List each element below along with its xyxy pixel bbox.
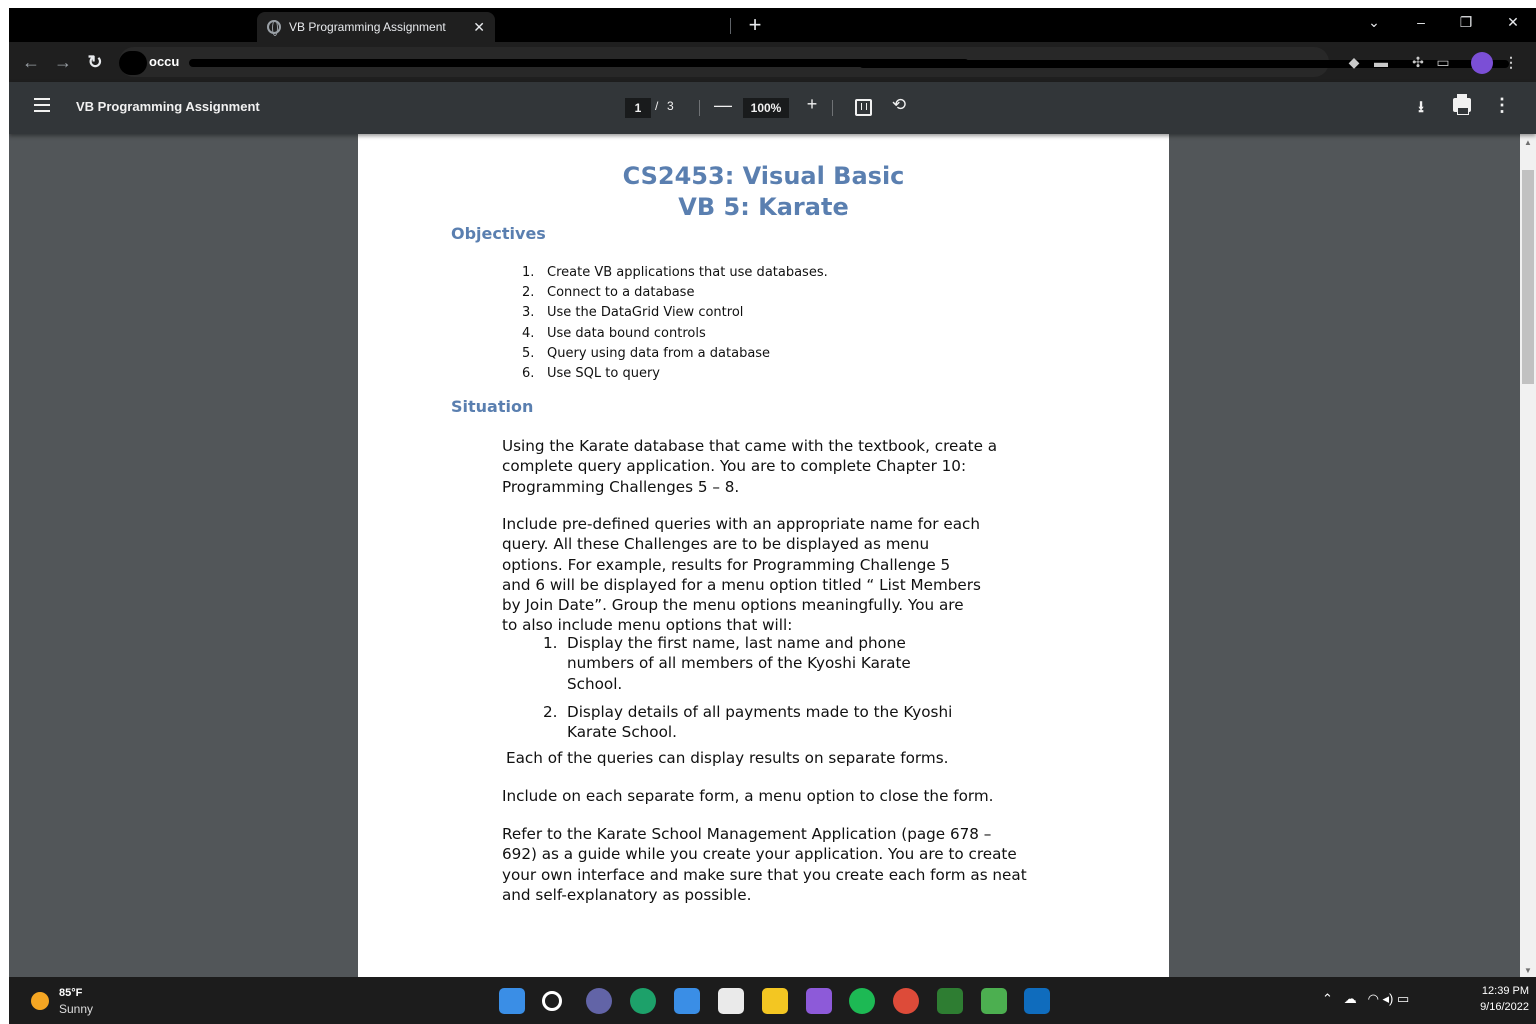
redaction-mark bbox=[119, 51, 147, 75]
scroll-down-icon[interactable]: ▼ bbox=[1524, 966, 1532, 975]
tab-strip bbox=[9, 8, 1536, 42]
zoom-out-button[interactable]: — bbox=[714, 95, 732, 115]
scroll-up-icon[interactable]: ▲ bbox=[1524, 138, 1532, 147]
file-explorer-icon[interactable] bbox=[762, 988, 788, 1014]
toolbar-divider bbox=[699, 100, 700, 116]
mail-icon[interactable] bbox=[674, 988, 700, 1014]
close-window-button[interactable]: ✕ bbox=[1507, 14, 1519, 30]
objectives-list bbox=[522, 263, 828, 384]
sub-list-item: 2. Display details of all payments made to the Kyoshi Karate School. bbox=[543, 703, 953, 742]
list-item: 1. Create VB applications that use databases. bbox=[522, 265, 828, 280]
paragraph: Include on each separate form, a menu option to close the form. bbox=[502, 787, 994, 805]
side-panel-icon[interactable]: ▭ bbox=[1436, 54, 1450, 70]
scrollbar[interactable] bbox=[1520, 134, 1536, 977]
start-icon[interactable] bbox=[499, 988, 525, 1014]
pdf-page bbox=[358, 134, 1169, 977]
back-icon[interactable]: ← bbox=[22, 52, 40, 72]
reload-icon[interactable]: ↻ bbox=[87, 52, 103, 72]
url-text: occu bbox=[149, 54, 180, 69]
page-number-input[interactable]: 1 bbox=[625, 98, 651, 118]
tab-close-button[interactable]: ✕ bbox=[473, 18, 485, 35]
app-icon[interactable] bbox=[981, 988, 1007, 1014]
document-subtitle: VB 5: Karate bbox=[678, 193, 849, 221]
page-separator: / bbox=[655, 99, 659, 113]
taskbar bbox=[9, 977, 1536, 1024]
edge-icon[interactable] bbox=[630, 988, 656, 1014]
sun-icon[interactable] bbox=[31, 992, 49, 1010]
pdf-toolbar bbox=[9, 82, 1536, 134]
weather-description[interactable]: Sunny bbox=[59, 1002, 94, 1016]
visual-studio-icon[interactable] bbox=[806, 988, 832, 1014]
page-total: 3 bbox=[667, 99, 674, 113]
clock-time[interactable]: 12:39 PM bbox=[1481, 985, 1529, 997]
sub-list-item: 1. Display the first name, last name and phone numbers of all members of the Kyoshi Karate School. bbox=[543, 634, 911, 693]
app-icon[interactable] bbox=[937, 988, 963, 1014]
zoom-in-button[interactable]: + bbox=[806, 94, 818, 114]
print-icon[interactable] bbox=[1453, 98, 1471, 112]
browser-toolbar bbox=[9, 42, 1536, 82]
store-icon[interactable] bbox=[718, 988, 744, 1014]
extension-icon[interactable]: ◆ bbox=[1348, 54, 1360, 70]
list-item: 5. Query using data from a database bbox=[522, 345, 771, 361]
fit-to-page-icon[interactable] bbox=[855, 99, 872, 116]
situation-heading: Situation bbox=[451, 397, 534, 416]
zoom-level-input[interactable]: 100% bbox=[743, 98, 789, 118]
hamburger-menu-icon[interactable] bbox=[34, 98, 50, 112]
spotify-icon[interactable] bbox=[849, 988, 875, 1014]
tab-search-icon[interactable]: ⌄ bbox=[1368, 14, 1380, 30]
browser-window bbox=[9, 8, 1536, 1024]
minimize-button[interactable]: – bbox=[1417, 14, 1425, 30]
paragraph: Refer to the Karate School Management Application (page 678 – 692) as a guide while you create your application. You are to create your own interface and make sure that you create each form as neat and self-explanatory as possible. bbox=[502, 825, 1027, 904]
extensions-puzzle-icon[interactable]: ✣ bbox=[1412, 54, 1424, 70]
new-tab-button[interactable]: + bbox=[748, 12, 762, 37]
globe-icon bbox=[267, 20, 281, 34]
system-tray[interactable]: ⌃ ☁ ◠ ◂) ▭ bbox=[1322, 991, 1410, 1006]
chrome-icon[interactable] bbox=[893, 988, 919, 1014]
rotate-icon[interactable]: ⟲ bbox=[891, 95, 907, 114]
redaction-mark bbox=[189, 59, 969, 67]
reading-list-icon[interactable]: ▬ bbox=[1374, 54, 1388, 70]
forward-icon[interactable]: → bbox=[54, 52, 72, 72]
browser-menu-icon[interactable]: ⋮ bbox=[1504, 54, 1518, 70]
paragraph: Include pre-defined queries with an appropriate name for each query. All these Challenges are to be displayed as menu options. For example, results for Programming Challenge 5 and 6 will be displayed for a menu option titled “ List Members by Join Date”. Group the menu options meaningfully. You are to also include menu options that will: bbox=[502, 515, 981, 635]
paragraph: Each of the queries can display results on separate forms. bbox=[506, 749, 949, 767]
document-title: CS2453: Visual Basic bbox=[622, 162, 905, 190]
profile-avatar[interactable] bbox=[1471, 52, 1493, 74]
clock-date[interactable]: 9/16/2022 bbox=[1480, 1001, 1529, 1013]
list-item: 4. Use data bound controls bbox=[522, 325, 706, 341]
restore-button[interactable]: ❐ bbox=[1459, 14, 1473, 30]
list-item: 6. Use SQL to query bbox=[522, 366, 660, 382]
tab-active[interactable] bbox=[257, 12, 495, 42]
objectives-heading: Objectives bbox=[451, 224, 546, 243]
pdf-document-title: VB Programming Assignment bbox=[76, 99, 260, 114]
tab-separator bbox=[730, 18, 731, 34]
weather-temperature[interactable]: 85°F bbox=[59, 987, 83, 999]
list-item: 2. Connect to a database bbox=[522, 285, 695, 301]
list-item: 3. Use the DataGrid View control bbox=[522, 305, 744, 321]
toolbar-divider bbox=[832, 100, 833, 116]
paragraph: Using the Karate database that came with the textbook, create a complete query application. You are to complete Chapter 10: Programming Challenges 5 – 8. bbox=[502, 437, 998, 496]
search-icon[interactable] bbox=[542, 991, 562, 1011]
meet-icon[interactable] bbox=[586, 988, 612, 1014]
more-actions-icon[interactable]: ⋮ bbox=[1493, 95, 1511, 115]
tab-title: VB Programming Assignment bbox=[289, 20, 446, 34]
scrollbar-thumb[interactable] bbox=[1522, 170, 1534, 384]
pdf-viewer[interactable] bbox=[9, 134, 1520, 977]
outlook-icon[interactable] bbox=[1024, 988, 1050, 1014]
download-icon[interactable]: ⭳ bbox=[1418, 99, 1424, 116]
